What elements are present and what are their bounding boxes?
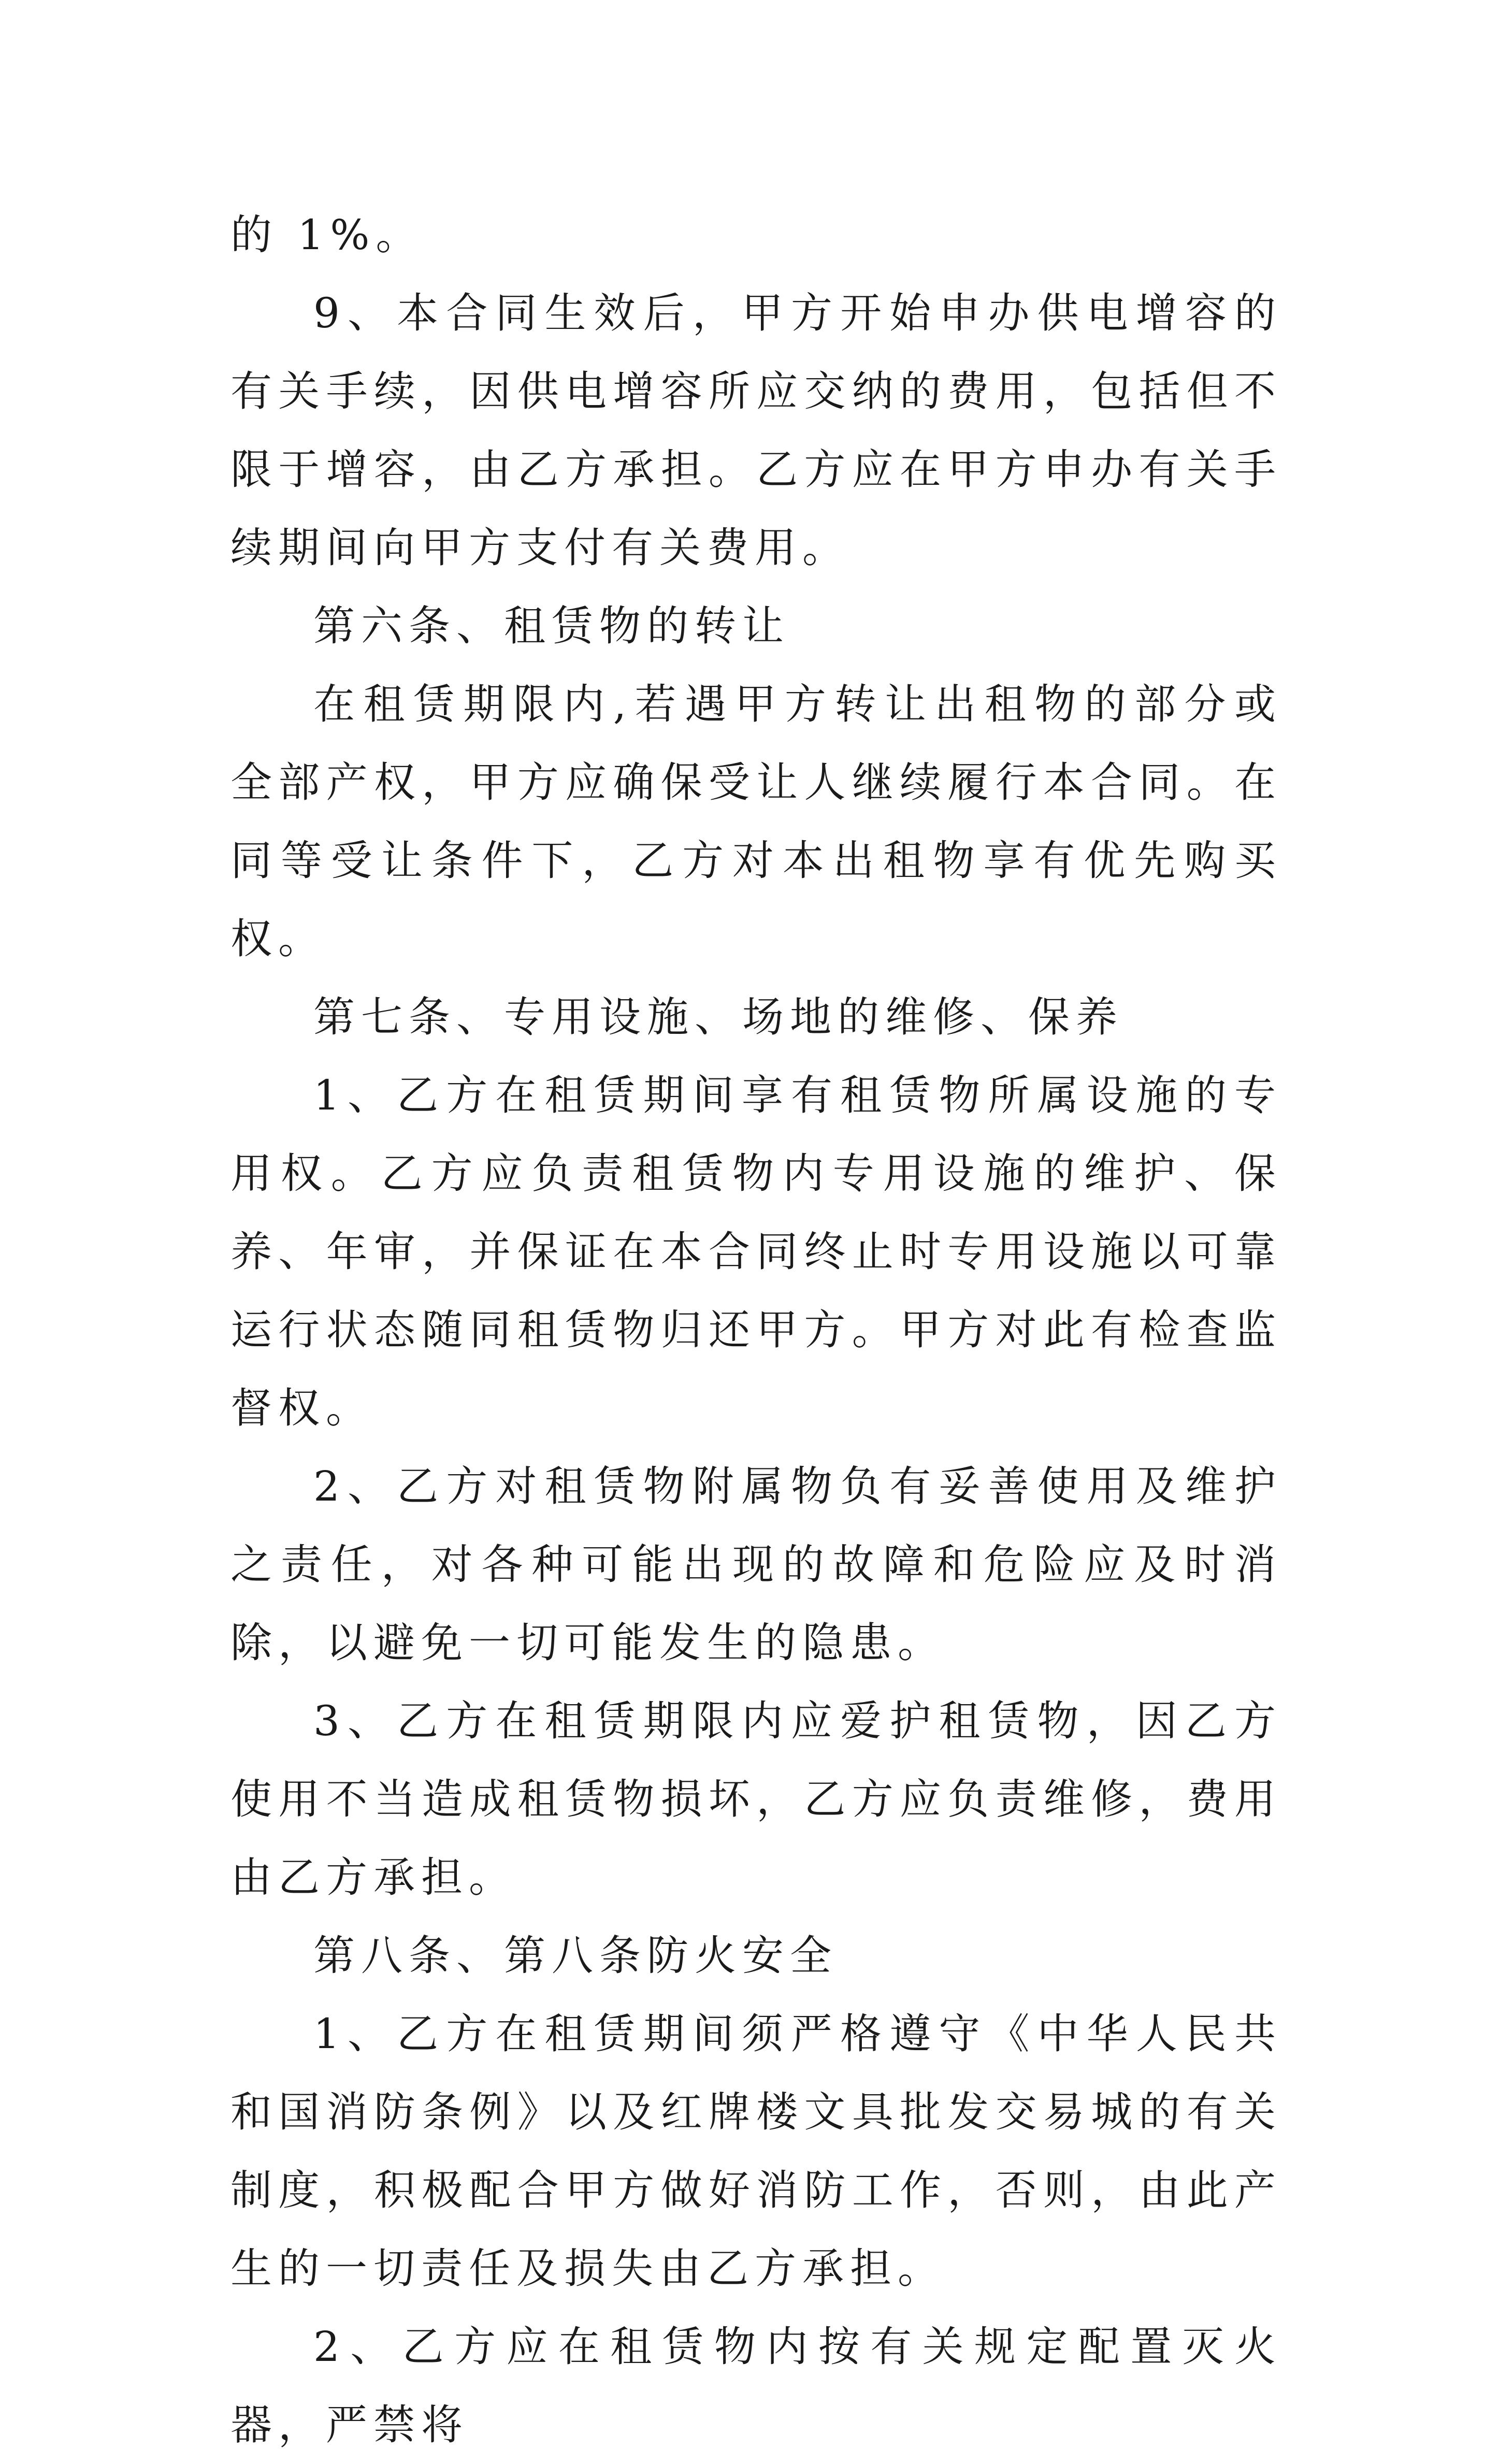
document-body	[230, 196, 1282, 2464]
paragraph-continuation: 的 1%。	[230, 211, 424, 259]
paragraph-article-8-item-2: 2、乙方应在租赁物内按有关规定配置灭火器，严禁将	[230, 2323, 1282, 2449]
paragraph-article-6-body: 在租赁期限内,若遇甲方转让出租物的部分或全部产权，甲方应确保受让人继续履行本合同。在同等受让条件下，乙方对本出租物享有优先购买权。	[230, 680, 1282, 963]
article-7-heading: 第七条、专用设施、场地的维修、保养	[313, 993, 1123, 1041]
paragraph-article-8-item-1: 1、乙方在租赁期间须严格遵守《中华人民共和国消防条例》以及红牌楼文具批发交易城的有关制度，积极配合甲方做好消防工作，否则，由此产生的一切责任及损失由乙方承担。	[230, 2010, 1282, 2293]
article-8-heading: 第八条、第八条防火安全	[313, 1932, 838, 1980]
paragraph-article-7-item-3: 3、乙方在租赁期限内应爱护租赁物，因乙方使用不当造成租赁物损坏，乙方应负责维修，费用由乙方承担。	[230, 1697, 1282, 1901]
paragraph-article-7-item-1: 1、乙方在租赁期间享有租赁物所属设施的专用权。乙方应负责租赁物内专用设施的维护、保养、年审，并保证在本合同终止时专用设施以可靠运行状态随同租赁物归还甲方。甲方对此有检查监督权。	[230, 1071, 1282, 1432]
paragraph-article-7-item-2: 2、乙方对租赁物附属物负有妥善使用及维护之责任，对各种可能出现的故障和危险应及时消除，以避免一切可能发生的隐患。	[230, 1462, 1282, 1667]
article-6-heading: 第六条、租赁物的转让	[313, 602, 790, 650]
paragraph-clause-9: 9、本合同生效后，甲方开始申办供电增容的有关手续，因供电增容所应交纳的费用，包括但不限于增容，由乙方承担。乙方应在甲方申办有关手续期间向甲方支付有关费用。	[230, 289, 1282, 572]
